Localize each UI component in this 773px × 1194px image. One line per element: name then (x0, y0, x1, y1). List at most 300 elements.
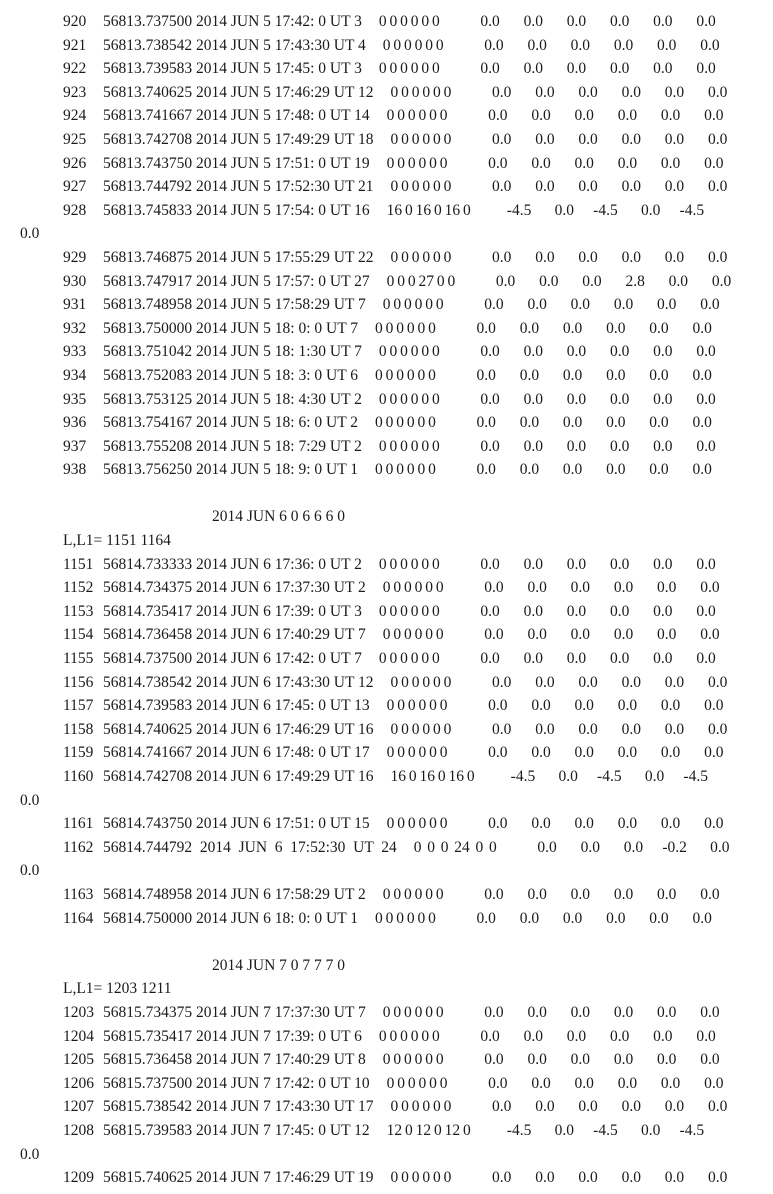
row-flags: 0 0 0 0 0 0 (378, 390, 440, 408)
row-values (476, 388, 735, 412)
row-index: 1160 (63, 768, 94, 785)
row-value: 0.0 (613, 626, 634, 644)
row-value: 0.0 (613, 1003, 634, 1021)
row-values (476, 340, 735, 364)
table-row (0, 81, 773, 105)
table-row (0, 1001, 773, 1025)
row-flags: 0 0 0 24 0 0 (413, 838, 497, 856)
row-value: 0.0 (566, 650, 587, 668)
row-value: 0.0 (664, 83, 685, 101)
row-timestamp: 56813.752083 2014 JUN 5 18: 3: 0 UT 6 (103, 366, 359, 384)
row-value: 0.0 (657, 1003, 677, 1021)
table-row (0, 104, 773, 128)
row-flags: 0 0 0 0 0 0 (378, 1027, 440, 1045)
row-values (487, 671, 746, 695)
row-index: 1159 (63, 744, 94, 762)
row-values (491, 270, 750, 294)
row-value: 0.0 (660, 697, 681, 715)
row-timestamp: 56814.741667 2014 JUN 6 17:48: 0 UT 17 (103, 744, 370, 762)
row-value: 0.0 (566, 602, 587, 620)
row-value: 0.0 (664, 1169, 685, 1187)
table-row (0, 836, 773, 860)
row-value: 0.0 (664, 130, 685, 148)
row-index: 921 (63, 36, 87, 54)
row-timestamp: 56814.750000 2014 JUN 6 18: 0: 0 UT 1 (103, 909, 359, 927)
row-values (480, 293, 739, 317)
row-value: 0.0 (621, 248, 641, 266)
table-row (0, 623, 773, 647)
table-row (0, 1119, 773, 1143)
row-value: 0.0 (711, 272, 732, 290)
row-timestamp: 56813.739583 2014 JUN 5 17:45: 0 UT 3 (103, 60, 362, 78)
row-value: 0.0 (535, 1169, 555, 1187)
row-value: 0.0 (653, 602, 673, 620)
table-row (0, 388, 773, 412)
row-value: 0.0 (606, 414, 626, 432)
table-row (0, 175, 773, 199)
row-value: 0.0 (707, 673, 728, 691)
row-timestamp: 56813.740625 2014 JUN 5 17:46:29 UT 12 (103, 83, 374, 101)
row-value: 0.0 (606, 909, 626, 927)
table-row (0, 57, 773, 81)
row-value: 0.0 (531, 154, 551, 172)
row-index: 934 (63, 366, 87, 384)
row-value: 0.0 (617, 154, 638, 172)
row-value: 0.0 (578, 673, 598, 691)
row-value: 0.0 (657, 36, 677, 54)
row-value: 0.0 (539, 272, 559, 290)
row-value: 0.0 (570, 296, 591, 314)
row-value: 0.0 (562, 909, 583, 927)
row-timestamp: 56813.745833 2014 JUN 5 17:54: 0 UT 16 (103, 201, 370, 219)
row-value: 0.0 (664, 720, 685, 738)
row-timestamp: 56815.738542 2014 JUN 7 17:43:30 UT 17 (103, 1098, 374, 1116)
row-value: 0.0 (700, 1003, 720, 1021)
row-value: 0.0 (664, 1098, 685, 1116)
row-value: 0.0 (492, 130, 512, 148)
row-value: 0.0 (707, 178, 728, 196)
table-row (0, 647, 773, 671)
row-flags: 0 0 0 0 0 0 (386, 697, 448, 715)
row-flags: 0 0 0 0 0 0 (382, 296, 444, 314)
row-values (480, 623, 739, 647)
row-value: 0.0 (649, 366, 669, 384)
row-timestamp: 56813.744792 2014 JUN 5 17:52:30 UT 21 (103, 178, 374, 196)
row-value: 0.0 (696, 60, 716, 78)
row-value: 0.0 (484, 296, 504, 314)
table-row (0, 340, 773, 364)
row-values (484, 152, 743, 176)
row-flags: 0 0 0 0 0 0 (382, 1003, 444, 1021)
wrapped-value: 0.0 (20, 862, 40, 880)
table-row (0, 128, 773, 152)
row-timestamp: 56813.743750 2014 JUN 5 17:51: 0 UT 19 (103, 154, 370, 172)
row-value: 0.0 (696, 650, 716, 668)
table-row (0, 293, 773, 317)
row-value: 0.0 (692, 461, 712, 479)
row-value: 0.0 (570, 36, 591, 54)
row-index: 938 (63, 461, 87, 479)
row-value: 0.0 (480, 602, 500, 620)
row-index: 1157 (63, 697, 94, 715)
row-value: 0.0 (649, 461, 669, 479)
row-value: 0.0 (566, 437, 587, 455)
row-values (480, 883, 739, 907)
row-value: -4.5 (506, 201, 532, 219)
row-value: 0.0 (492, 720, 512, 738)
row-value: 0.0 (609, 602, 630, 620)
row-values (487, 128, 746, 152)
row-index: 920 (63, 13, 87, 30)
row-value: 0.0 (578, 248, 598, 266)
row-values (476, 10, 735, 34)
row-flags: 0 0 0 0 0 0 (390, 248, 452, 266)
row-index: 933 (63, 343, 87, 361)
row-flags: 0 0 0 0 0 0 (375, 461, 436, 479)
row-timestamp: 56814.740625 2014 JUN 6 17:46:29 UT 16 (103, 720, 374, 738)
row-values (487, 175, 746, 199)
row-value: 0.0 (613, 885, 634, 903)
row-timestamp: 56814.736458 2014 JUN 6 17:40:29 UT 7 (103, 626, 366, 644)
row-flags: 0 0 0 0 0 0 (378, 13, 440, 30)
row-value: 0.0 (696, 1027, 716, 1045)
section-header: 2014 JUN 6 0 6 6 6 0 (212, 508, 346, 526)
table-row (0, 553, 773, 577)
table-row (0, 411, 773, 435)
row-timestamp: 56814.737500 2014 JUN 6 17:42: 0 UT 7 (103, 650, 362, 668)
row-value: 0.0 (704, 154, 724, 172)
row-value: 0.0 (535, 720, 555, 738)
row-value: 0.0 (531, 815, 551, 833)
row-timestamp: 56815.737500 2014 JUN 7 17:42: 0 UT 10 (103, 1074, 370, 1092)
row-value: 0.0 (488, 107, 508, 125)
row-value: 0.0 (570, 1003, 591, 1021)
row-value: 0.0 (519, 909, 540, 927)
row-value: 0.0 (484, 1003, 504, 1021)
row-value: 0.0 (480, 13, 500, 30)
row-value: 0.0 (492, 1098, 512, 1116)
index-range: L,L1= 1203 1211 (63, 980, 172, 998)
row-value: 0.0 (657, 1051, 677, 1069)
table-row (0, 694, 773, 718)
table-row (0, 883, 773, 907)
row-timestamp: 56813.756250 2014 JUN 5 18: 9: 0 UT 1 (103, 461, 359, 479)
row-value: 0.0 (523, 650, 543, 668)
row-value: 0.0 (527, 885, 547, 903)
row-value: 0.0 (621, 178, 641, 196)
row-timestamp: 56815.740625 2014 JUN 7 17:46:29 UT 19 (103, 1169, 374, 1187)
row-value: 0.0 (609, 1027, 630, 1045)
row-index: 1203 (63, 1003, 94, 1021)
row-index: 1151 (63, 555, 94, 573)
row-value: 0.0 (566, 13, 587, 30)
row-value: -4.5 (510, 768, 536, 785)
row-timestamp: 56815.736458 2014 JUN 7 17:40:29 UT 8 (103, 1051, 366, 1069)
row-flags: 0 0 0 0 0 0 (382, 885, 444, 903)
row-value: 0.0 (488, 815, 508, 833)
row-value: 0.0 (707, 83, 728, 101)
row-value: 0.0 (653, 437, 673, 455)
row-index: 930 (63, 272, 87, 290)
row-value: 0.0 (644, 768, 665, 785)
wrapped-value: 0.0 (20, 791, 40, 809)
row-index: 936 (63, 414, 87, 432)
row-value: 0.0 (707, 130, 728, 148)
row-timestamp: 56813.753125 2014 JUN 5 18: 4:30 UT 2 (103, 390, 362, 408)
row-value: 0.0 (696, 555, 716, 573)
row-value: 0.0 (488, 697, 508, 715)
row-value: -4.5 (679, 1121, 705, 1139)
row-value: 0.0 (531, 744, 551, 762)
row-value: 0.0 (710, 838, 730, 856)
row-values (487, 246, 746, 270)
row-value: 0.0 (570, 579, 591, 597)
section-header: 2014 JUN 7 0 7 7 7 0 (212, 956, 346, 974)
row-value: 0.0 (696, 437, 716, 455)
row-value: 0.0 (570, 626, 591, 644)
row-values (472, 317, 731, 341)
row-value: 0.0 (613, 579, 634, 597)
row-value: 0.0 (562, 319, 583, 337)
row-timestamp: 56813.754167 2014 JUN 5 18: 6: 0 UT 2 (103, 414, 359, 432)
row-value: 0.0 (562, 461, 583, 479)
row-value: 0.0 (570, 885, 591, 903)
row-values (476, 57, 735, 81)
row-value: 0.0 (527, 296, 547, 314)
row-timestamp: 56814.748958 2014 JUN 6 17:58:29 UT 2 (103, 885, 366, 903)
row-flags: 0 0 0 0 0 0 (390, 130, 452, 148)
row-value: 0.0 (476, 414, 496, 432)
row-values (472, 458, 731, 482)
row-value: 0.0 (649, 414, 669, 432)
row-value: 0.0 (531, 1074, 551, 1092)
row-value: 0.0 (527, 626, 547, 644)
row-flags: 12 0 12 0 12 0 (386, 1121, 471, 1139)
row-timestamp: 56813.746875 2014 JUN 5 17:55:29 UT 22 (103, 248, 374, 266)
row-values (484, 104, 743, 128)
row-value: 2.8 (625, 272, 645, 290)
row-flags: 0 0 0 0 0 0 (378, 650, 440, 668)
row-index: 1155 (63, 650, 94, 668)
row-value: 0.0 (519, 366, 540, 384)
row-value: 0.0 (488, 1074, 508, 1092)
row-value: 0.0 (707, 1098, 728, 1116)
row-value: 0.0 (484, 626, 504, 644)
row-value: 0.0 (668, 272, 689, 290)
row-timestamp: 56815.735417 2014 JUN 7 17:39: 0 UT 6 (103, 1027, 362, 1045)
row-index: 1162 (63, 838, 94, 856)
row-index: 926 (63, 154, 87, 172)
row-value: 0.0 (535, 83, 555, 101)
row-value: 0.0 (653, 555, 673, 573)
row-values (472, 364, 731, 388)
row-value: 0.0 (609, 555, 630, 573)
row-timestamp: 56814.738542 2014 JUN 6 17:43:30 UT 12 (103, 673, 374, 691)
row-value: 0.0 (692, 366, 712, 384)
row-timestamp: 56814.742708 2014 JUN 6 17:49:29 UT 16 (103, 768, 374, 785)
row-value: 0.0 (617, 697, 638, 715)
row-value: 0.0 (617, 107, 638, 125)
row-timestamp: 56814.734375 2014 JUN 6 17:37:30 UT 2 (103, 579, 366, 597)
table-row (0, 1072, 773, 1096)
row-timestamp: 56813.737500 2014 JUN 5 17:42: 0 UT 3 (103, 13, 362, 30)
row-timestamp: 56813.748958 2014 JUN 5 17:58:29 UT 7 (103, 296, 366, 314)
row-value: 0.0 (696, 602, 716, 620)
row-value: 0.0 (613, 36, 634, 54)
row-value: 0.0 (535, 248, 555, 266)
row-timestamp: 56813.747917 2014 JUN 5 17:57: 0 UT 27 (103, 272, 370, 290)
row-value: 0.0 (484, 36, 504, 54)
row-value: 0.0 (700, 36, 720, 54)
row-value: 0.0 (609, 343, 630, 361)
row-value: 0.0 (660, 154, 681, 172)
row-value: 0.0 (609, 437, 630, 455)
row-flags: 0 0 0 0 0 0 (375, 366, 436, 384)
row-flags: 0 0 0 0 0 0 (375, 319, 436, 337)
row-value: 0.0 (488, 744, 508, 762)
row-index: 1154 (63, 626, 94, 644)
row-flags: 0 0 0 0 0 0 (382, 579, 444, 597)
row-value: 0.0 (527, 1003, 547, 1021)
row-value: 0.0 (535, 178, 555, 196)
row-flags: 0 0 0 0 0 0 (378, 437, 440, 455)
row-values (476, 1025, 735, 1049)
row-flags: 0 0 0 0 0 0 (386, 815, 448, 833)
row-values (472, 907, 731, 931)
row-flags: 0 0 0 0 0 0 (390, 1098, 452, 1116)
row-flags: 0 0 0 0 0 0 (386, 154, 448, 172)
row-value: 0.0 (492, 248, 512, 266)
row-flags: 0 0 0 0 0 0 (378, 60, 440, 78)
row-value: 0.0 (653, 1027, 673, 1045)
row-timestamp: 56814.739583 2014 JUN 6 17:45: 0 UT 13 (103, 697, 370, 715)
row-value: 0.0 (692, 319, 712, 337)
row-value: 0.0 (480, 555, 500, 573)
row-flags: 0 0 0 0 0 0 (375, 909, 436, 927)
row-value: 0.0 (523, 602, 543, 620)
row-values (507, 1119, 723, 1143)
row-value: 0.0 (617, 815, 638, 833)
row-index: 924 (63, 107, 87, 125)
row-value: 0.0 (566, 1027, 587, 1045)
row-value: 0.0 (696, 13, 716, 30)
row-value: 0.0 (613, 1051, 634, 1069)
row-value: 0.0 (554, 1121, 574, 1139)
row-value: 0.0 (531, 107, 551, 125)
row-value: -4.5 (597, 768, 622, 785)
row-value: 0.0 (621, 1169, 641, 1187)
table-row (0, 10, 773, 34)
table-row (0, 1025, 773, 1049)
row-timestamp: 56813.738542 2014 JUN 5 17:43:30 UT 4 (103, 36, 366, 54)
row-value: 0.0 (519, 461, 540, 479)
row-value: 0.0 (578, 720, 598, 738)
row-index: 922 (63, 60, 87, 78)
table-row (0, 765, 773, 789)
row-value: -4.5 (506, 1121, 532, 1139)
row-value: 0.0 (707, 248, 728, 266)
row-value: 0.0 (613, 296, 634, 314)
row-value: 0.0 (653, 650, 673, 668)
row-index: 931 (63, 296, 87, 314)
row-values (511, 765, 727, 789)
row-value: 0.0 (664, 673, 685, 691)
row-value: 0.0 (700, 885, 720, 903)
row-values (487, 718, 746, 742)
row-value: 0.0 (476, 366, 496, 384)
row-value: 0.0 (492, 178, 512, 196)
row-flags: 0 0 0 0 0 0 (382, 626, 444, 644)
row-value: 0.0 (621, 130, 641, 148)
row-index: 1161 (63, 815, 94, 833)
row-values (484, 694, 743, 718)
row-flags: 0 0 0 0 0 0 (386, 107, 448, 125)
row-value: 0.0 (623, 838, 644, 856)
row-value: 0.0 (700, 296, 720, 314)
row-value: 0.0 (554, 201, 574, 219)
row-flags: 0 0 0 0 0 0 (378, 555, 440, 573)
row-value: 0.0 (527, 1051, 547, 1069)
row-index: 1158 (63, 720, 94, 738)
row-value: -4.5 (593, 201, 618, 219)
row-flags: 0 0 0 0 0 0 (382, 36, 444, 54)
row-value: 0.0 (653, 390, 673, 408)
row-value: 0.0 (700, 626, 720, 644)
row-flags: 0 0 0 0 0 0 (390, 720, 452, 738)
row-value: 0.0 (653, 343, 673, 361)
row-value: 0.0 (535, 1098, 555, 1116)
row-value: 0.0 (617, 744, 638, 762)
row-value: 0.0 (657, 885, 677, 903)
row-index: 1163 (63, 885, 94, 903)
row-value: 0.0 (657, 626, 677, 644)
row-value: 0.0 (492, 673, 512, 691)
row-timestamp: 56815.734375 2014 JUN 7 17:37:30 UT 7 (103, 1003, 366, 1021)
row-value: 0.0 (523, 555, 543, 573)
row-value: 0.0 (606, 366, 626, 384)
table-row (0, 317, 773, 341)
row-value: 0.0 (621, 673, 641, 691)
row-flags: 0 0 0 0 0 0 (390, 83, 452, 101)
row-value: 0.0 (562, 366, 583, 384)
row-value: 0.0 (580, 838, 600, 856)
row-timestamp: 56814.733333 2014 JUN 6 17:36: 0 UT 2 (103, 555, 362, 573)
table-row (0, 34, 773, 58)
row-index: 1207 (63, 1098, 94, 1116)
row-value: 0.0 (566, 390, 587, 408)
table-row (0, 270, 773, 294)
row-value: 0.0 (519, 414, 540, 432)
row-index: 935 (63, 390, 87, 408)
table-row (0, 671, 773, 695)
row-value: 0.0 (476, 461, 496, 479)
row-value: 0.0 (657, 579, 677, 597)
row-flags: 0 0 0 0 0 0 (375, 414, 436, 432)
table-row (0, 907, 773, 931)
row-value: 0.0 (523, 13, 543, 30)
row-value: 0.0 (562, 414, 583, 432)
row-value: 0.0 (523, 60, 543, 78)
row-value: 0.0 (664, 178, 685, 196)
row-value: 0.0 (704, 744, 724, 762)
row-values (480, 1001, 739, 1025)
row-value: 0.0 (609, 60, 630, 78)
row-value: 0.0 (621, 83, 641, 101)
row-index: 932 (63, 319, 87, 337)
row-value: 0.0 (707, 720, 728, 738)
row-flags: 0 0 0 0 0 0 (386, 744, 448, 762)
row-value: 0.0 (606, 319, 626, 337)
